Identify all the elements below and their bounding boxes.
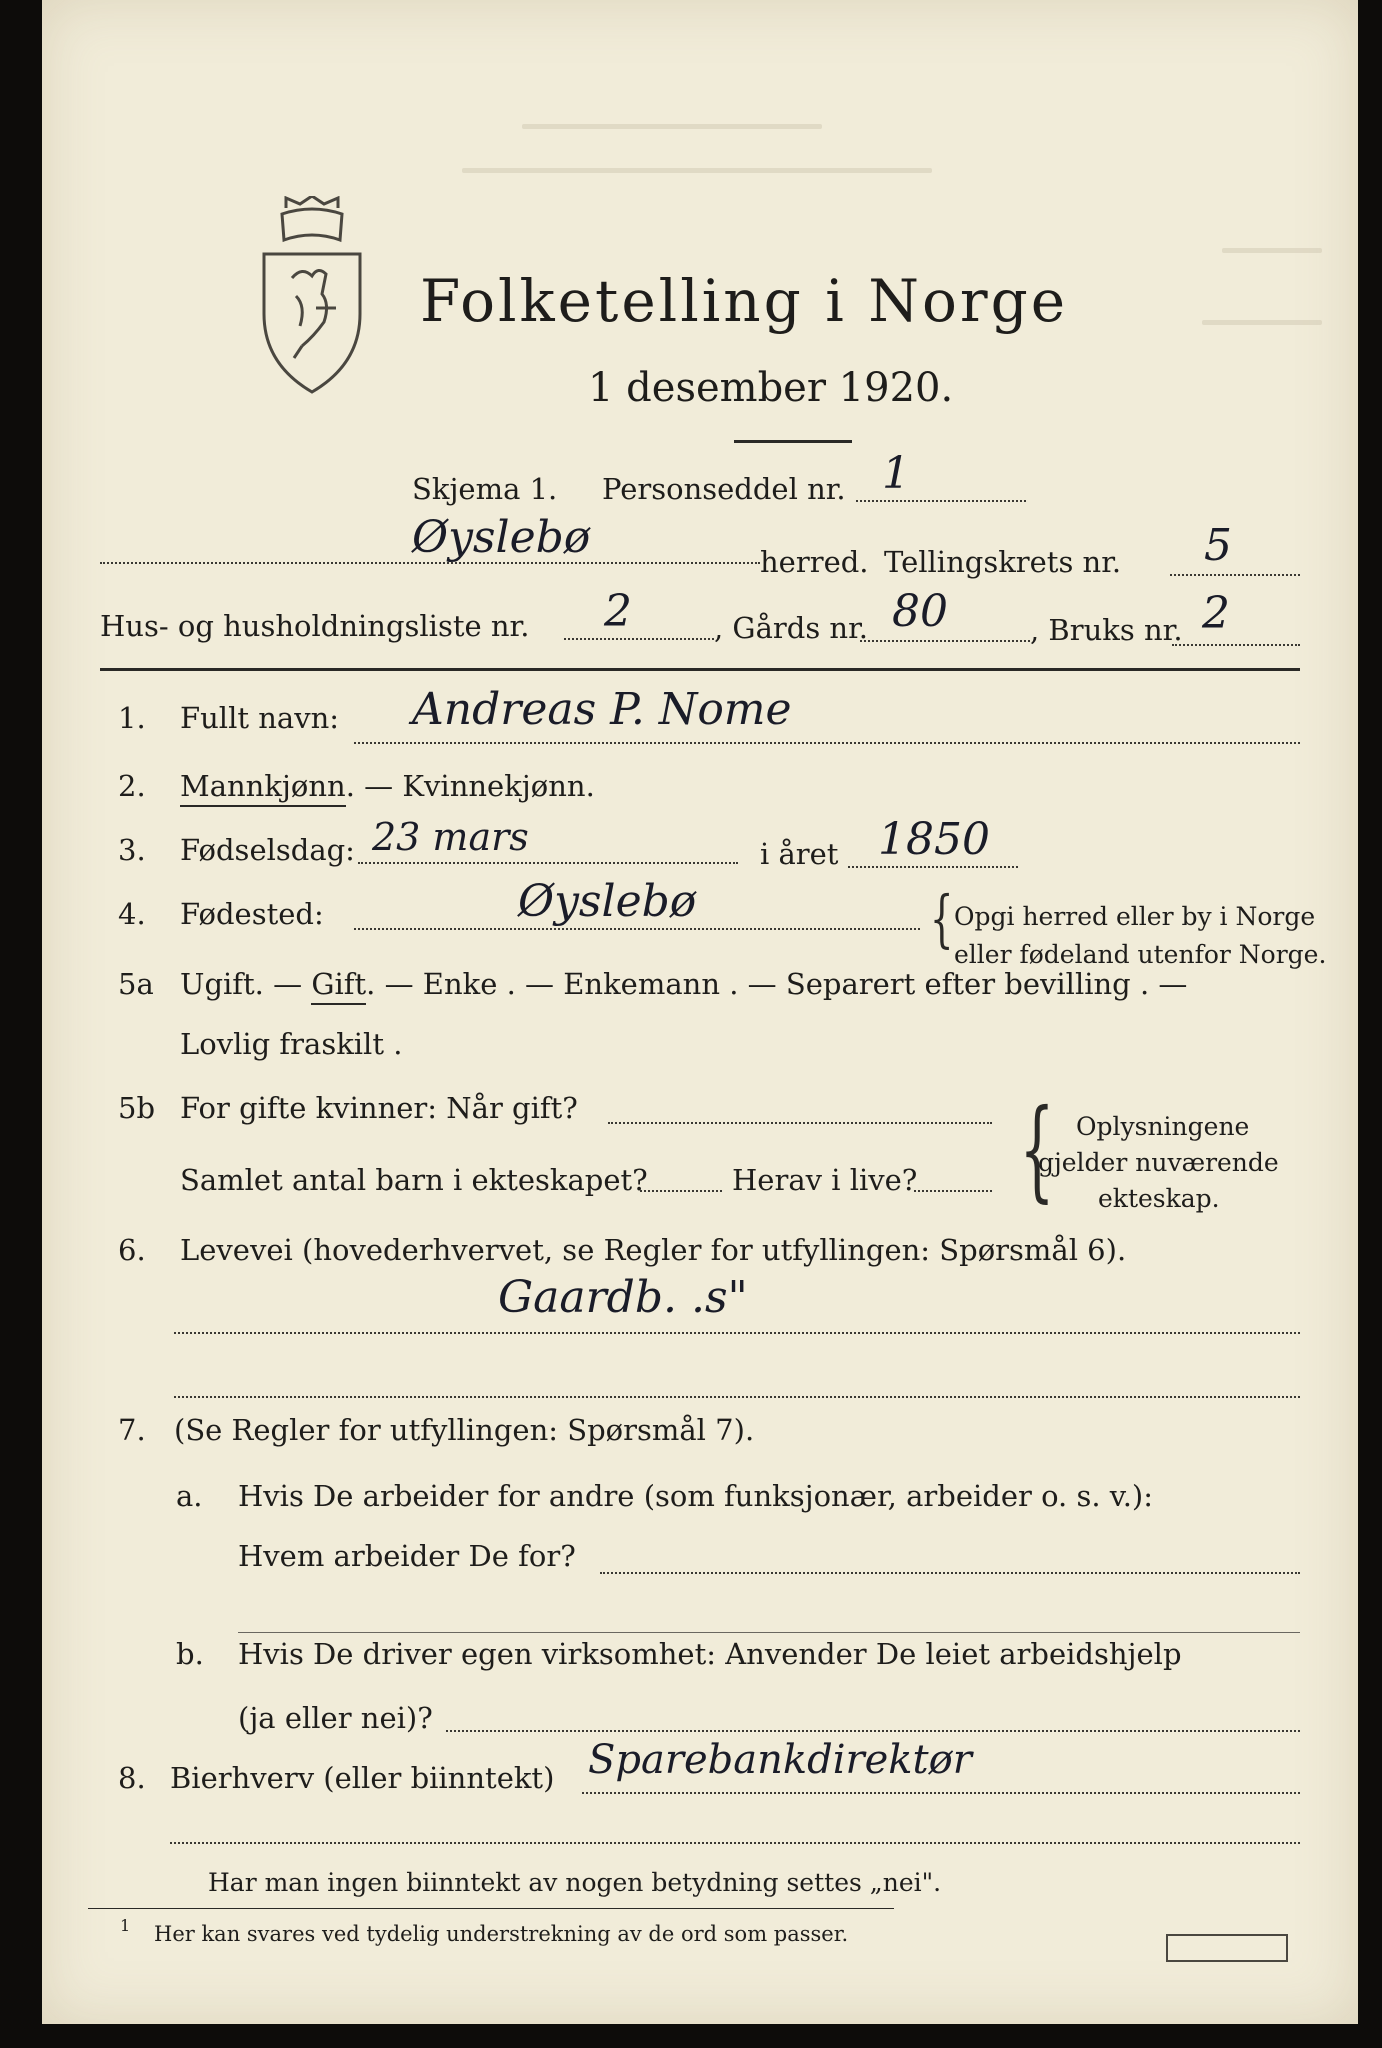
census-date: 1 desember 1920. [588,365,954,411]
q8-number: 8. [118,1761,146,1795]
footnote-mark: 1 [120,1916,131,1935]
children-count-field[interactable] [640,1190,722,1192]
census-form [42,0,1358,2024]
q5b-note2: gjelder nuværende [1038,1148,1279,1177]
herred-value: Øyslebø [412,512,591,563]
q7a-line1: Hvis De arbeider for andre (som funksjonær, arbeider o. s. v.): [238,1479,1154,1513]
q5b-label2: Samlet antal barn i ekteskapet? [180,1163,648,1197]
marital-fraskilt-option[interactable]: Lovlig fraskilt . [180,1027,403,1061]
personseddel-field[interactable] [856,500,1026,502]
bleed-through-mark [1222,248,1322,253]
printer-stamp [1166,1934,1288,1962]
q7a-number: a. [176,1479,203,1513]
q3-number: 3. [118,833,146,867]
occupation-value: Gaardb. .s" [498,1272,748,1323]
children-alive-field[interactable] [914,1190,992,1192]
birthplace-note-brace: { [929,882,954,955]
marital-separator: . — [254,967,312,1001]
q5b-label3: Herav i live? [732,1163,918,1197]
gender-male-option[interactable]: Mannkjønn [180,769,346,807]
q6-label: Levevei (hovederhvervet, se Regler for utfyllingen: Spørsmål 6). [180,1233,1127,1267]
birthplace-note-line1: Opgi herred eller by i Norge [954,902,1316,931]
tellingskrets-label: Tellingskrets nr. [884,545,1122,579]
birthday-value: 23 mars [372,815,529,859]
q7b-number: b. [176,1637,204,1671]
employer-field-2[interactable] [238,1632,1300,1633]
bruks-value: 2 [1202,588,1230,639]
tellingskrets-field[interactable] [1170,574,1300,576]
herred-label: herred. [760,545,869,579]
footnote-text: Her kan svares ved tydelig understrekning av de ord som passer. [154,1922,849,1946]
bleed-through-mark [1202,320,1322,325]
biinntekt-note: Har man ingen biinntekt av nogen betydning settes „nei". [208,1868,942,1897]
gender-end: . [585,769,595,803]
q5b-number: 5b [118,1091,156,1125]
occupation-field[interactable] [174,1332,1300,1334]
birthday-field[interactable] [358,862,738,864]
birth-year-field[interactable] [848,866,1018,868]
schema-label: Skjema 1. [412,472,558,506]
marital-other-options[interactable]: . — Enke . — Enkemann . — Separert efter bevilling . — [366,967,1188,1001]
q7-number: 7. [118,1413,146,1447]
birth-year-label: i året [760,837,839,871]
q7b-line1: Hvis De driver egen virksomhet: Anvender De leiet arbeidshjelp [238,1637,1182,1671]
gards-label: , Gårds nr. [714,611,868,645]
married-when-field[interactable] [608,1122,992,1124]
bruks-label: , Bruks nr. [1030,613,1183,647]
personseddel-value: 1 [882,448,910,499]
tellingskrets-value: 5 [1204,520,1232,571]
footnote-divider [88,1908,894,1909]
q5b-note1: Oplysningene [1076,1112,1250,1141]
marital-gift-option[interactable]: Gift [311,967,366,1005]
q5b-note-brace: { [1019,1085,1055,1213]
birthplace-note-line2: eller fødeland utenfor Norge. [954,940,1327,969]
gender-options [180,769,595,803]
q7-label: (Se Regler for utfyllingen: Spørsmål 7). [174,1413,755,1447]
full-name-value: Andreas P. Nome [412,684,792,735]
q6-number: 6. [118,1233,146,1267]
full-name-field[interactable] [354,742,1300,744]
occupation-field-2[interactable] [174,1396,1300,1398]
q8-label: Bierhverv (eller biinntekt) [170,1761,555,1795]
q2-number: 2. [118,769,146,803]
q1-number: 1. [118,701,146,735]
form-title: Folketelling i Norge [420,267,1069,335]
norway-coat-of-arms-icon [256,196,368,396]
birth-year-value: 1850 [878,814,990,865]
bleed-through-mark [462,168,932,173]
q7b-line2: (ja eller nei)? [238,1701,433,1735]
q5b-note3: ekteskap. [1098,1184,1220,1213]
husholdning-field[interactable] [564,638,714,640]
birthplace-field[interactable] [354,928,920,930]
side-income-value: Sparebankdirektør [588,1737,972,1783]
q7a-line2: Hvem arbeider De for? [238,1539,576,1573]
gender-female-option[interactable]: Kvinnekjønn [402,769,586,803]
title-divider [734,440,852,443]
gards-value: 80 [892,586,948,637]
marital-status-options [180,967,1188,1001]
birthplace-value: Øyslebø [518,876,697,927]
q5b-label1: For gifte kvinner: Når gift? [180,1091,578,1125]
employer-field[interactable] [600,1572,1300,1574]
personseddel-label: Personseddel nr. [602,472,846,506]
q3-label: Fødselsdag: [180,833,355,867]
header-divider [100,668,1300,671]
marital-ugift-option[interactable]: Ugift [180,967,255,1001]
q1-label: Fullt navn: [180,701,340,735]
side-income-field-2[interactable] [170,1842,1300,1844]
bruks-field[interactable] [1172,644,1300,646]
side-income-field[interactable] [582,1792,1300,1794]
husholdning-value: 2 [604,586,632,637]
gender-separator: . — [345,769,403,803]
husholdning-label: Hus- og husholdningsliste nr. [100,609,530,643]
q5a-number: 5a [118,967,154,1001]
q4-label: Fødested: [180,897,324,931]
gards-field[interactable] [860,640,1030,642]
bleed-through-mark [522,124,822,129]
q4-number: 4. [118,897,146,931]
hired-help-field[interactable] [446,1730,1300,1732]
